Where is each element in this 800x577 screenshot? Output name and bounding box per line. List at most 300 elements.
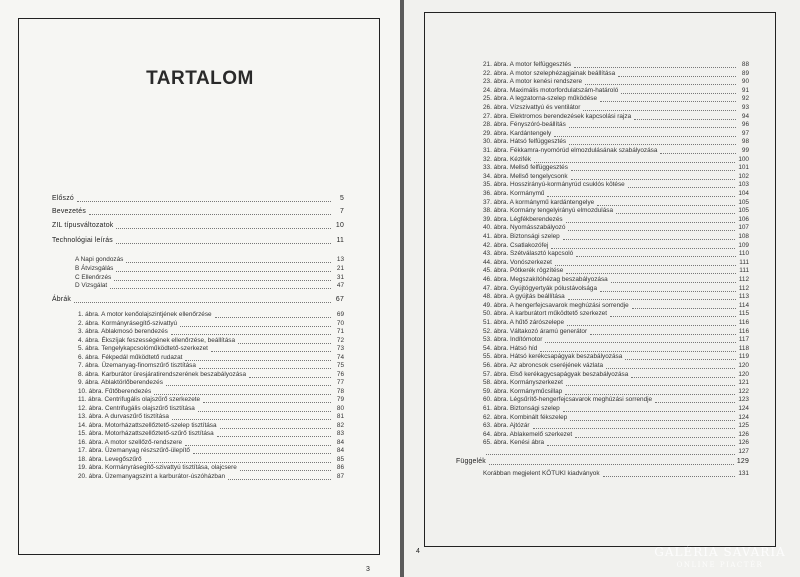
toc-figure-entry bbox=[483, 414, 749, 422]
toc-figure-entry bbox=[78, 371, 344, 379]
toc-figure-entry-leader-dots bbox=[632, 308, 736, 309]
toc-figure-entry-page: 113 bbox=[738, 293, 749, 301]
toc-figure-entry-page: 112 bbox=[738, 276, 749, 283]
toc-figure-entry bbox=[78, 388, 344, 396]
toc-figure-entry-label: 33. ábra. Mellső felfüggesztés bbox=[483, 164, 568, 172]
toc-figure-entry bbox=[78, 337, 344, 345]
toc-figure-entry-page: 125 bbox=[738, 422, 749, 430]
toc-figure-entry-page: 107 bbox=[738, 224, 749, 232]
toc-figure-entry-page: 78 bbox=[336, 387, 344, 395]
toc-figure-entry-leader-dots bbox=[655, 402, 735, 403]
toc-figure-entry-label: 47. ábra. Gyújtógyertyák pólustávolsága bbox=[483, 284, 598, 292]
toc-figure-entry-leader-dots bbox=[249, 377, 331, 378]
toc-figure-entry-page: 70 bbox=[336, 319, 344, 327]
toc-figure-entry-leader-dots bbox=[628, 187, 736, 188]
toc-figure-entry-leader-dots bbox=[198, 411, 331, 412]
toc-figure-entry-label: 64. ábra. Ablakemelő szerkezet bbox=[483, 430, 573, 438]
toc-figure-entry-page: 74 bbox=[336, 353, 344, 361]
toc-figure-entry-page: 84 bbox=[336, 447, 344, 454]
toc-figure-entry-leader-dots bbox=[217, 436, 331, 437]
toc-figure-entry-page: 103 bbox=[738, 181, 749, 189]
toc-figure-entry-label: 24. ábra. Maximális motorfordulatszám-határoló bbox=[483, 86, 619, 94]
toc-figure-entry-label: 20. ábra. Üzemanyagszint a karburátor-úszóházban bbox=[78, 472, 226, 480]
toc-figure-entry bbox=[483, 147, 749, 155]
toc-figure-entry bbox=[483, 310, 749, 318]
toc-figure-entry-page: 84 bbox=[336, 438, 344, 446]
toc-figure-entry-label: 35. ábra. Hosszirányú-kormányrúd csuklós kötése bbox=[483, 181, 625, 189]
toc-figure-entry-page: 105 bbox=[738, 207, 749, 215]
toc-figure-entry-leader-dots bbox=[571, 179, 736, 180]
toc-figure-entry-leader-dots bbox=[571, 170, 735, 171]
toc-figure-entry-label: 31. ábra. Fékkamra-nyomórúd elmozdulásának szabályozása bbox=[483, 147, 658, 154]
toc-figure-entry-page: 100 bbox=[738, 155, 749, 163]
toc-figure-entry bbox=[483, 250, 749, 258]
toc-figure-entry-label: 56. ábra. Az abroncsok cseréjének vázlata bbox=[483, 362, 604, 369]
toc-figure-entry bbox=[483, 173, 749, 181]
toc-figure-entry-leader-dots bbox=[555, 265, 736, 266]
toc-figure-entry-label: 11. ábra. Centrifugális olajszűrő szerkezete bbox=[78, 396, 201, 403]
toc-section-page: 7 bbox=[339, 208, 344, 215]
toc-section-leader-dots bbox=[77, 201, 331, 202]
toc-figure-entry bbox=[483, 121, 749, 129]
toc-figure-entry bbox=[483, 405, 749, 413]
toc-figure-entry-label: 10. ábra. Fűtőberendezés bbox=[78, 387, 152, 395]
toc-subsection-leader-dots bbox=[110, 288, 331, 289]
toc-figure-entry bbox=[483, 353, 749, 361]
toc-figure-entry bbox=[483, 345, 749, 353]
watermark bbox=[640, 545, 800, 569]
toc-figure-entry-leader-dots bbox=[567, 325, 736, 326]
toc-subsection-page: 47 bbox=[336, 282, 344, 290]
toc-figure-entry bbox=[483, 379, 749, 387]
toc-figure-entry-page: 101 bbox=[738, 164, 749, 172]
toc-figure-entry-leader-dots bbox=[563, 411, 736, 412]
toc-figure-entry bbox=[483, 422, 749, 430]
toc-figure-entry bbox=[78, 447, 344, 455]
left-page-number: 3 bbox=[366, 566, 370, 573]
toc-figure-entry bbox=[483, 224, 749, 232]
toc-figure-entry-leader-dots bbox=[660, 153, 736, 154]
toc-figure-entry bbox=[78, 320, 344, 328]
toc-figure-entry-leader-dots bbox=[533, 428, 736, 429]
toc-subsection bbox=[75, 274, 344, 282]
toc-figure-entry bbox=[483, 388, 749, 396]
toc-figure-entry-page: 120 bbox=[738, 370, 749, 378]
toc-figure-entry bbox=[78, 354, 344, 362]
toc-figure-entry-label: 9. ábra. Ablaktörlőberendezés bbox=[78, 379, 163, 386]
toc-figure-entry bbox=[483, 190, 749, 198]
toc-figure-entry-leader-dots bbox=[568, 299, 736, 300]
toc-figure-entry bbox=[483, 439, 749, 447]
toc-figure-entry-leader-dots bbox=[565, 394, 735, 395]
toc-figure-entry bbox=[483, 431, 749, 439]
toc-figure-entry bbox=[483, 78, 749, 86]
toc-figure-entry-leader-dots bbox=[583, 110, 736, 111]
toc-figure-entry bbox=[483, 61, 749, 69]
toc-figure-entry-leader-dots bbox=[600, 101, 736, 102]
toc-unlabeled-leader-dots bbox=[486, 454, 735, 455]
toc-figure-entry-label: 26. ábra. Vízszivattyú és ventilátor bbox=[483, 104, 581, 111]
toc-figure-entry bbox=[78, 345, 344, 353]
toc-figure-entry-page: 75 bbox=[336, 362, 344, 369]
toc-figure-entry-label: 5. ábra. Tengelykapcsolóműködtető-szerkezet bbox=[78, 345, 208, 352]
toc-figure-entry-leader-dots bbox=[211, 351, 331, 352]
toc-section bbox=[52, 237, 344, 245]
toc-figure-entry-leader-dots bbox=[145, 462, 331, 463]
toc-figure-entry-label: 40. ábra. Nyomásszabályozó bbox=[483, 224, 566, 232]
toc-section-abrak-page: 67 bbox=[335, 296, 344, 303]
toc-figure-entry bbox=[483, 293, 749, 301]
toc-figure-entry-label: 37. ábra. A kormánymű kardántengelye bbox=[483, 198, 595, 206]
toc-subsection-leader-dots bbox=[116, 271, 331, 272]
toc-section bbox=[52, 222, 344, 230]
toc-subsection-leader-dots bbox=[126, 262, 331, 263]
toc-figure-entry-label: 17. ábra. Üzemanyag részszűrő-ülepítő bbox=[78, 447, 190, 454]
toc-figure-entry-leader-dots bbox=[547, 196, 735, 197]
toc-figure-entry-label: 19. ábra. Kormányrásegítő-szivattyú tisztítása, olajcsere bbox=[78, 464, 237, 471]
toc-section-appendix-page: 129 bbox=[736, 458, 749, 465]
toc-figure-entry-label: 46. ábra. Megszakítóhézag beszabályozása bbox=[483, 276, 608, 283]
toc-figure-entry-label: 44. ábra. Vonószerkezet bbox=[483, 258, 552, 266]
toc-figure-entry-label: 65. ábra. Kenési ábra bbox=[483, 439, 545, 447]
toc-figure-entry-leader-dots bbox=[193, 453, 331, 454]
toc-figure-entry-leader-dots bbox=[545, 342, 735, 343]
toc-figure-entry-label: 50. ábra. A karburátort működtető szerkezet bbox=[483, 310, 607, 318]
toc-figure-entry-label: 39. ábra. Légfékberendezés bbox=[483, 215, 563, 223]
toc-figure-entry-label: 6. ábra. Fékpedál működtető rudazat bbox=[78, 353, 183, 361]
toc-figure-entry-leader-dots bbox=[616, 213, 735, 214]
toc-figure-entry-page: 76 bbox=[336, 370, 344, 378]
toc-figure-entry-leader-dots bbox=[569, 127, 736, 128]
toc-figure-entry bbox=[483, 156, 749, 164]
toc-figure-entry-label: 60. ábra. Légsűrítő-hengerfejcsavarok meghúzási sorrendje bbox=[483, 396, 653, 404]
toc-figure-entry-leader-dots bbox=[220, 428, 331, 429]
toc-figure-entry bbox=[483, 113, 749, 121]
toc-figure-entry-page: 96 bbox=[741, 121, 749, 129]
toc-figure-entry-label: 59. ábra. Kormányműcsillap bbox=[483, 387, 563, 395]
toc-figure-entry-leader-dots bbox=[618, 76, 736, 77]
toc-figure-entry-label: 41. ábra. Biztonsági szelep bbox=[483, 233, 560, 240]
toc-figure-entry-leader-dots bbox=[576, 256, 736, 257]
toc-figure-entry-page: 88 bbox=[741, 61, 749, 68]
toc-figure-entry bbox=[483, 70, 749, 78]
toc-figure-entry-leader-dots bbox=[568, 230, 735, 231]
watermark-title: GALÉRIA SAVARIA bbox=[654, 545, 786, 559]
toc-figure-entry bbox=[78, 422, 344, 430]
toc-figure-entry-page: 89 bbox=[741, 69, 749, 77]
toc-figure-entry-leader-dots bbox=[621, 93, 736, 94]
toc-figure-entry-page: 121 bbox=[738, 379, 749, 387]
toc-figure-entry-page: 126 bbox=[738, 439, 749, 447]
toc-figure-entry-leader-dots bbox=[551, 248, 735, 249]
toc-figure-entry-label: 16. ábra. A motor szellőző-rendszere bbox=[78, 438, 183, 446]
toc-figure-entry-leader-dots bbox=[203, 402, 331, 403]
toc-figure-entry-page: 114 bbox=[738, 301, 749, 309]
toc-figure-entry-label: 13. ábra. A durvaszűrő tisztítása bbox=[78, 413, 169, 420]
toc-subsection-label: B Átvizsgálás bbox=[75, 264, 114, 272]
toc-figure-entry-leader-dots bbox=[570, 420, 735, 421]
toc-figure-entry-leader-dots bbox=[185, 360, 331, 361]
toc-appendix-entry bbox=[483, 470, 749, 478]
toc-figure-entry-leader-dots bbox=[154, 394, 331, 395]
toc-subsection-label: C Ellenőrzés bbox=[75, 273, 112, 281]
toc-figure-entry-page: 99 bbox=[741, 147, 749, 154]
toc-figure-entry-page: 90 bbox=[741, 78, 749, 86]
toc-subsection bbox=[75, 282, 344, 290]
toc-figure-entry-leader-dots bbox=[610, 316, 736, 317]
toc-figure-entry-label: 7. ábra. Üzemanyag-finomszűrő tisztítása bbox=[78, 362, 196, 369]
toc-figure-entry-page: 116 bbox=[738, 327, 749, 335]
toc-figure-entry-page: 108 bbox=[738, 233, 749, 240]
toc-subsection-page: 21 bbox=[336, 264, 344, 272]
toc-section-appendix-leader-dots bbox=[489, 464, 734, 465]
toc-section-appendix bbox=[456, 458, 749, 466]
toc-figure-entry-page: 83 bbox=[336, 430, 344, 437]
toc-figure-entry-leader-dots bbox=[534, 162, 735, 163]
toc-figure-entry-leader-dots bbox=[597, 205, 735, 206]
toc-figure-entry bbox=[483, 199, 749, 207]
toc-figure-entry-page: 72 bbox=[336, 336, 344, 344]
toc-figure-entry bbox=[483, 276, 749, 284]
toc-figure-entry-leader-dots bbox=[631, 377, 735, 378]
toc-figure-entry bbox=[78, 464, 344, 472]
toc-figure-entry-leader-dots bbox=[547, 445, 735, 446]
toc-figure-entry-leader-dots bbox=[574, 67, 736, 68]
toc-figure-entry-page: 120 bbox=[738, 362, 749, 369]
toc-figure-entry-page: 105 bbox=[738, 198, 749, 206]
toc-figure-entry-leader-dots bbox=[166, 385, 331, 386]
toc-figure-entry-leader-dots bbox=[606, 368, 735, 369]
toc-figure-entry-page: 91 bbox=[741, 86, 749, 94]
toc-figure-entry bbox=[483, 319, 749, 327]
toc-section-abrak bbox=[52, 296, 344, 304]
toc-figure-entry-page: 86 bbox=[336, 464, 344, 471]
toc-figure-entry-label: 2. ábra. Kormányrásegítő-szivattyú bbox=[78, 319, 178, 327]
toc-figure-entry-label: 57. ábra. Első kerékagycsapágyak beszabályozása bbox=[483, 370, 629, 378]
toc-figure-entry bbox=[78, 311, 344, 319]
toc-figure-entry bbox=[78, 379, 344, 387]
toc-figure-entry bbox=[483, 336, 749, 344]
toc-figure-entry-label: 29. ábra. Kardántengely bbox=[483, 129, 552, 137]
toc-figure-entry-page: 124 bbox=[738, 405, 749, 412]
toc-section-page: 10 bbox=[335, 222, 344, 229]
toc-figure-entry-page: 85 bbox=[336, 455, 344, 463]
toc-figure-entry-page: 87 bbox=[336, 472, 344, 480]
toc-figure-entry-leader-dots bbox=[625, 359, 736, 360]
toc-figure-entry-leader-dots bbox=[566, 273, 736, 274]
toc-figure-entry-label: 27. ábra. Elektromos berendezések kapcsolási rajza bbox=[483, 112, 632, 120]
toc-section-page: 11 bbox=[336, 237, 344, 244]
toc-section-leader-dots bbox=[116, 228, 331, 229]
toc-figure-entry-label: 62. ábra. Kombinált fékszelep bbox=[483, 413, 568, 421]
toc-figure-entry-label: 45. ábra. Pótkerék rögzítése bbox=[483, 267, 564, 275]
toc-figure-entry-page: 104 bbox=[738, 190, 749, 197]
toc-figure-entry-label: 55. ábra. Hátsó kerékcsapágyak beszabályozása bbox=[483, 353, 623, 361]
toc-section-label: Előszó bbox=[52, 195, 74, 202]
toc-section-page: 5 bbox=[339, 195, 344, 202]
toc-figure-entry-label: 3. ábra. Ablakmosó berendezés bbox=[78, 328, 168, 335]
toc-figure-entry-leader-dots bbox=[540, 351, 735, 352]
toc-figure-entry-label: 4. ábra. Ékszíjak feszességének ellenőrzése, beállítása bbox=[78, 336, 236, 344]
toc-figure-entry-label: 28. ábra. Fényszóró-beállítás bbox=[483, 121, 566, 129]
toc-figure-entry-page: 81 bbox=[336, 413, 344, 420]
toc-figure-entry bbox=[483, 242, 749, 250]
toc-figure-entry-label: 32. ábra. Kézifék bbox=[483, 155, 531, 163]
toc-figure-entry bbox=[483, 138, 749, 146]
toc-figure-entry bbox=[78, 328, 344, 336]
toc-figure-entry-label: 23. ábra. A motor kenési rendszere bbox=[483, 78, 583, 86]
toc-figure-entry-leader-dots bbox=[611, 282, 736, 283]
toc-figure-entry-leader-dots bbox=[569, 144, 736, 145]
toc-figure-entry-label: 51. ábra. A hűtő zárószelepe bbox=[483, 319, 565, 326]
toc-figure-entry bbox=[483, 328, 749, 336]
toc-figure-entry bbox=[78, 405, 344, 413]
toc-figure-entry-label: 12. ábra. Centrifugális olajszűrő tisztítása bbox=[78, 404, 195, 412]
toc-figure-entry bbox=[483, 181, 749, 189]
toc-figure-entry-label: 34. ábra. Mellső tengelycsonk bbox=[483, 172, 568, 180]
toc-section-leader-dots bbox=[116, 243, 331, 244]
toc-section bbox=[52, 195, 344, 203]
toc-figure-entry-label: 22. ábra. A motor szelephézagjainak beállítása bbox=[483, 69, 616, 77]
toc-figure-entry-page: 109 bbox=[738, 241, 749, 249]
toc-section bbox=[52, 208, 344, 216]
toc-figure-entry-page: 92 bbox=[741, 95, 749, 103]
toc-subsection-label: D Vizsgálat bbox=[75, 282, 108, 290]
toc-figure-entry bbox=[483, 104, 749, 112]
toc-figure-entry bbox=[483, 164, 749, 172]
toc-figure-entry-leader-dots bbox=[590, 334, 736, 335]
toc-appendix-entry-leader-dots bbox=[603, 476, 736, 477]
watermark-subtitle: ONLINE PIACTÉR bbox=[676, 561, 764, 569]
toc-figure-entry-page: 112 bbox=[738, 284, 749, 292]
toc-figure-entry-page: 118 bbox=[738, 344, 749, 352]
toc-figure-entry-page: 82 bbox=[336, 421, 344, 429]
toc-figure-entry-label: 52. ábra. Váltakozó áramú generátor bbox=[483, 327, 588, 335]
toc-figure-entry-label: 54. ábra. Hátsó híd bbox=[483, 344, 538, 352]
toc-figure-entry-page: 79 bbox=[336, 396, 344, 403]
toc-figure-entry-page: 106 bbox=[738, 215, 749, 223]
toc-figure-entry-label: 1. ábra. A motor kenőolajszintjének ellenőrzése bbox=[78, 311, 212, 318]
toc-figure-entry-label: 53. ábra. Indítómotor bbox=[483, 336, 543, 344]
right-page-number: 4 bbox=[416, 548, 420, 555]
toc-figure-entry bbox=[483, 130, 749, 138]
toc-figure-entry-label: 15. ábra. Motorházattszellőztető-szűrő tisztítása bbox=[78, 430, 214, 437]
toc-figure-entry-leader-dots bbox=[185, 445, 331, 446]
toc-figure-entry-label: 36. ábra. Kormánymű bbox=[483, 190, 545, 197]
toc-figure-entry-page: 111 bbox=[739, 258, 749, 266]
toc-figure-entry bbox=[78, 456, 344, 464]
toc-figure-entry-page: 94 bbox=[741, 112, 749, 120]
toc-figure-entry-label: 21. ábra. A motor felfüggesztés bbox=[483, 61, 572, 68]
toc-subsection-page: 31 bbox=[336, 273, 344, 281]
toc-figure-entry bbox=[483, 285, 749, 293]
toc-section-abrak-label: Ábrák bbox=[52, 296, 72, 303]
toc-figure-entry bbox=[78, 413, 344, 421]
toc-unlabeled-page: 127 bbox=[738, 448, 749, 455]
toc-subsection-label: A Napi gondozás bbox=[75, 256, 124, 263]
toc-figure-entry-page: 119 bbox=[738, 353, 749, 361]
toc-figure-entry bbox=[483, 259, 749, 267]
toc-figure-entry-page: 117 bbox=[738, 336, 749, 344]
toc-figure-entry-page: 77 bbox=[336, 379, 344, 386]
toc-figure-entry-leader-dots bbox=[634, 119, 736, 120]
right-page bbox=[404, 0, 800, 577]
toc-figure-entry-leader-dots bbox=[240, 470, 331, 471]
toc-figure-entry bbox=[483, 207, 749, 215]
contents-title: TARTALOM bbox=[146, 68, 254, 89]
toc-figure-entry bbox=[78, 473, 344, 481]
toc-figure-entry-label: 63. ábra. Ajtózár bbox=[483, 422, 530, 430]
toc-figure-entry-label: 30. ábra. Hátsó felfüggesztés bbox=[483, 138, 567, 146]
toc-section-appendix-label: Függelék bbox=[456, 458, 486, 465]
toc-figure-entry-leader-dots bbox=[563, 239, 736, 240]
toc-appendix-entry-page: 131 bbox=[738, 470, 749, 477]
toc-figure-entry bbox=[483, 233, 749, 241]
toc-figure-entry-page: 102 bbox=[738, 172, 749, 180]
toc-section-leader-dots bbox=[89, 214, 331, 215]
toc-figure-entry-page: 71 bbox=[336, 328, 344, 335]
toc-figure-entry bbox=[78, 362, 344, 370]
toc-subsection-leader-dots bbox=[114, 280, 331, 281]
toc-unlabeled-entry bbox=[483, 448, 749, 456]
toc-figure-entry-leader-dots bbox=[171, 334, 331, 335]
toc-figure-entry-page: 69 bbox=[336, 311, 344, 318]
toc-figure-entry bbox=[483, 267, 749, 275]
toc-figure-entry-leader-dots bbox=[554, 136, 736, 137]
toc-appendix-entry-label: Korábban megjelent KÖTUKI kiadványok bbox=[483, 470, 600, 477]
toc-figure-entry-leader-dots bbox=[566, 222, 736, 223]
toc-subsection bbox=[75, 265, 344, 273]
toc-figure-entry-leader-dots bbox=[238, 343, 331, 344]
toc-figure-entry-page: 126 bbox=[738, 430, 749, 438]
toc-figure-entry-page: 122 bbox=[738, 387, 749, 395]
toc-figure-entry-page: 93 bbox=[741, 104, 749, 111]
toc-figure-entry-page: 124 bbox=[738, 413, 749, 421]
toc-figure-entry-label: 48. ábra. A gyújtás beállítása bbox=[483, 293, 565, 301]
toc-figure-entry-page: 110 bbox=[738, 250, 749, 258]
toc-figure-entry-page: 73 bbox=[336, 345, 344, 352]
toc-figure-entry bbox=[78, 396, 344, 404]
toc-figure-entry-page: 98 bbox=[741, 138, 749, 146]
toc-figure-entry-page: 111 bbox=[739, 267, 749, 275]
toc-section-label: Bevezetés bbox=[52, 208, 86, 215]
toc-figure-entry-page: 97 bbox=[741, 129, 749, 137]
toc-figure-entry-label: 18. ábra. Levegőszűrő bbox=[78, 455, 142, 463]
toc-figure-entry-label: 61. ábra. Biztonsági szelep bbox=[483, 405, 560, 412]
toc-figure-entry-label: 43. ábra. Szétválasztó kapcsoló bbox=[483, 250, 574, 258]
toc-figure-entry-leader-dots bbox=[228, 479, 331, 480]
toc-figure-entry-leader-dots bbox=[575, 437, 735, 438]
toc-figure-entry bbox=[483, 302, 749, 310]
toc-figure-entry-leader-dots bbox=[215, 317, 331, 318]
toc-figure-entry-page: 80 bbox=[336, 404, 344, 412]
toc-figure-entry-label: 25. ábra. A legzatorna-szelep működése bbox=[483, 95, 598, 103]
toc-figure-entry-leader-dots bbox=[600, 291, 736, 292]
toc-figure-entry bbox=[483, 216, 749, 224]
toc-figure-entry bbox=[78, 439, 344, 447]
toc-figure-entry-label: 8. ábra. Karburátor üresjáratirendszerének beszabályozása bbox=[78, 370, 247, 378]
toc-subsection-page: 13 bbox=[336, 256, 344, 263]
toc-figure-entry-page: 116 bbox=[738, 319, 749, 326]
toc-figure-entry bbox=[483, 396, 749, 404]
toc-figure-entry-label: 42. ábra. Csatlakozófej bbox=[483, 241, 549, 249]
toc-figure-entry bbox=[483, 87, 749, 95]
toc-figure-entry-leader-dots bbox=[566, 385, 735, 386]
toc-section-label: Technológiai leírás bbox=[52, 237, 113, 244]
toc-figure-entry-label: 14. ábra. Motorházattszellőztető-szelep tisztítása bbox=[78, 421, 217, 429]
toc-figure-entry-leader-dots bbox=[199, 368, 331, 369]
toc-figure-entry-label: 58. ábra. Kormányszerkezet bbox=[483, 379, 563, 387]
